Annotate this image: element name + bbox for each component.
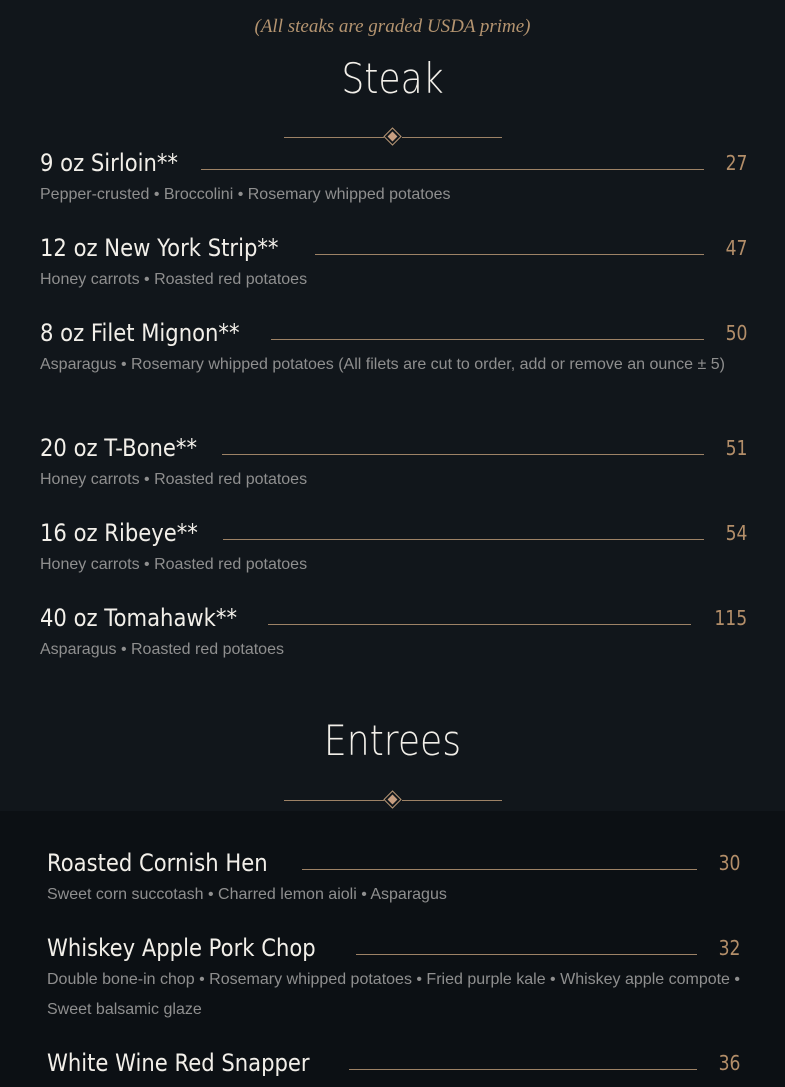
item-price: 54 (725, 521, 747, 545)
menu-item (47, 1048, 740, 1078)
leader-line (302, 869, 697, 870)
item-name: Whiskey Apple Pork Chop (47, 934, 316, 962)
item-name: 8 oz Filet Mignon** (40, 319, 240, 347)
section-title-entrees: Entrees (323, 716, 462, 765)
item-price: 47 (725, 236, 747, 260)
leader-line (356, 954, 696, 955)
leader-line (271, 339, 704, 340)
item-description: Honey carrots • Roasted red potatoes (40, 471, 308, 488)
leader-line (349, 1069, 696, 1070)
item-name: Roasted Cornish Hen (47, 849, 268, 877)
leader-line (222, 454, 703, 455)
item-description: Pepper-crusted • Broccolini • Rosemary whipped potatoes (40, 186, 451, 203)
item-name: 40 oz Tomahawk** (40, 604, 238, 632)
menu-item (40, 518, 747, 580)
menu-item (40, 233, 747, 295)
item-price: 32 (718, 936, 740, 960)
menu-item (40, 433, 747, 495)
item-description: Honey carrots • Roasted red potatoes (40, 556, 308, 573)
item-price: 36 (718, 1051, 740, 1075)
ornament-divider (284, 129, 502, 145)
item-price: 51 (725, 436, 747, 460)
item-price: 115 (714, 606, 747, 630)
item-description: Double bone-in chop • Rosemary whipped potatoes • Fried purple kale • Whiskey apple compote • Sweet balsamic glaze (47, 971, 740, 1018)
menu-item (40, 603, 747, 665)
menu-item (40, 318, 747, 380)
item-description: Asparagus • Rosemary whipped potatoes (All filets are cut to order, add or remove an ounce ± 5) (40, 356, 725, 373)
item-price: 30 (718, 851, 740, 875)
item-price: 27 (725, 151, 747, 175)
diamond-ornament-icon (383, 127, 401, 145)
menu-item (47, 933, 740, 1025)
item-description: Sweet corn succotash • Charred lemon aioli • Asparagus (47, 886, 447, 903)
item-name: White Wine Red Snapper (47, 1049, 310, 1077)
item-name: 12 oz New York Strip** (40, 234, 279, 262)
menu-item (40, 148, 747, 210)
item-price: 50 (725, 321, 747, 345)
leader-line (201, 169, 704, 170)
leader-line (268, 624, 691, 625)
item-name: 16 oz Ribeye** (40, 519, 198, 547)
item-name: 20 oz T-Bone** (40, 434, 198, 462)
item-description: Asparagus • Roasted red potatoes (40, 641, 284, 658)
section-title-steak: Steak (341, 54, 444, 103)
item-description: Honey carrots • Roasted red potatoes (40, 271, 308, 288)
leader-line (223, 539, 703, 540)
diamond-ornament-icon (383, 790, 401, 808)
menu-item (47, 848, 740, 910)
leader-line (315, 254, 704, 255)
ornament-divider (284, 792, 502, 808)
steak-grading-note: (All steaks are graded USDA prime) (254, 16, 531, 37)
item-name: 9 oz Sirloin** (40, 149, 178, 177)
